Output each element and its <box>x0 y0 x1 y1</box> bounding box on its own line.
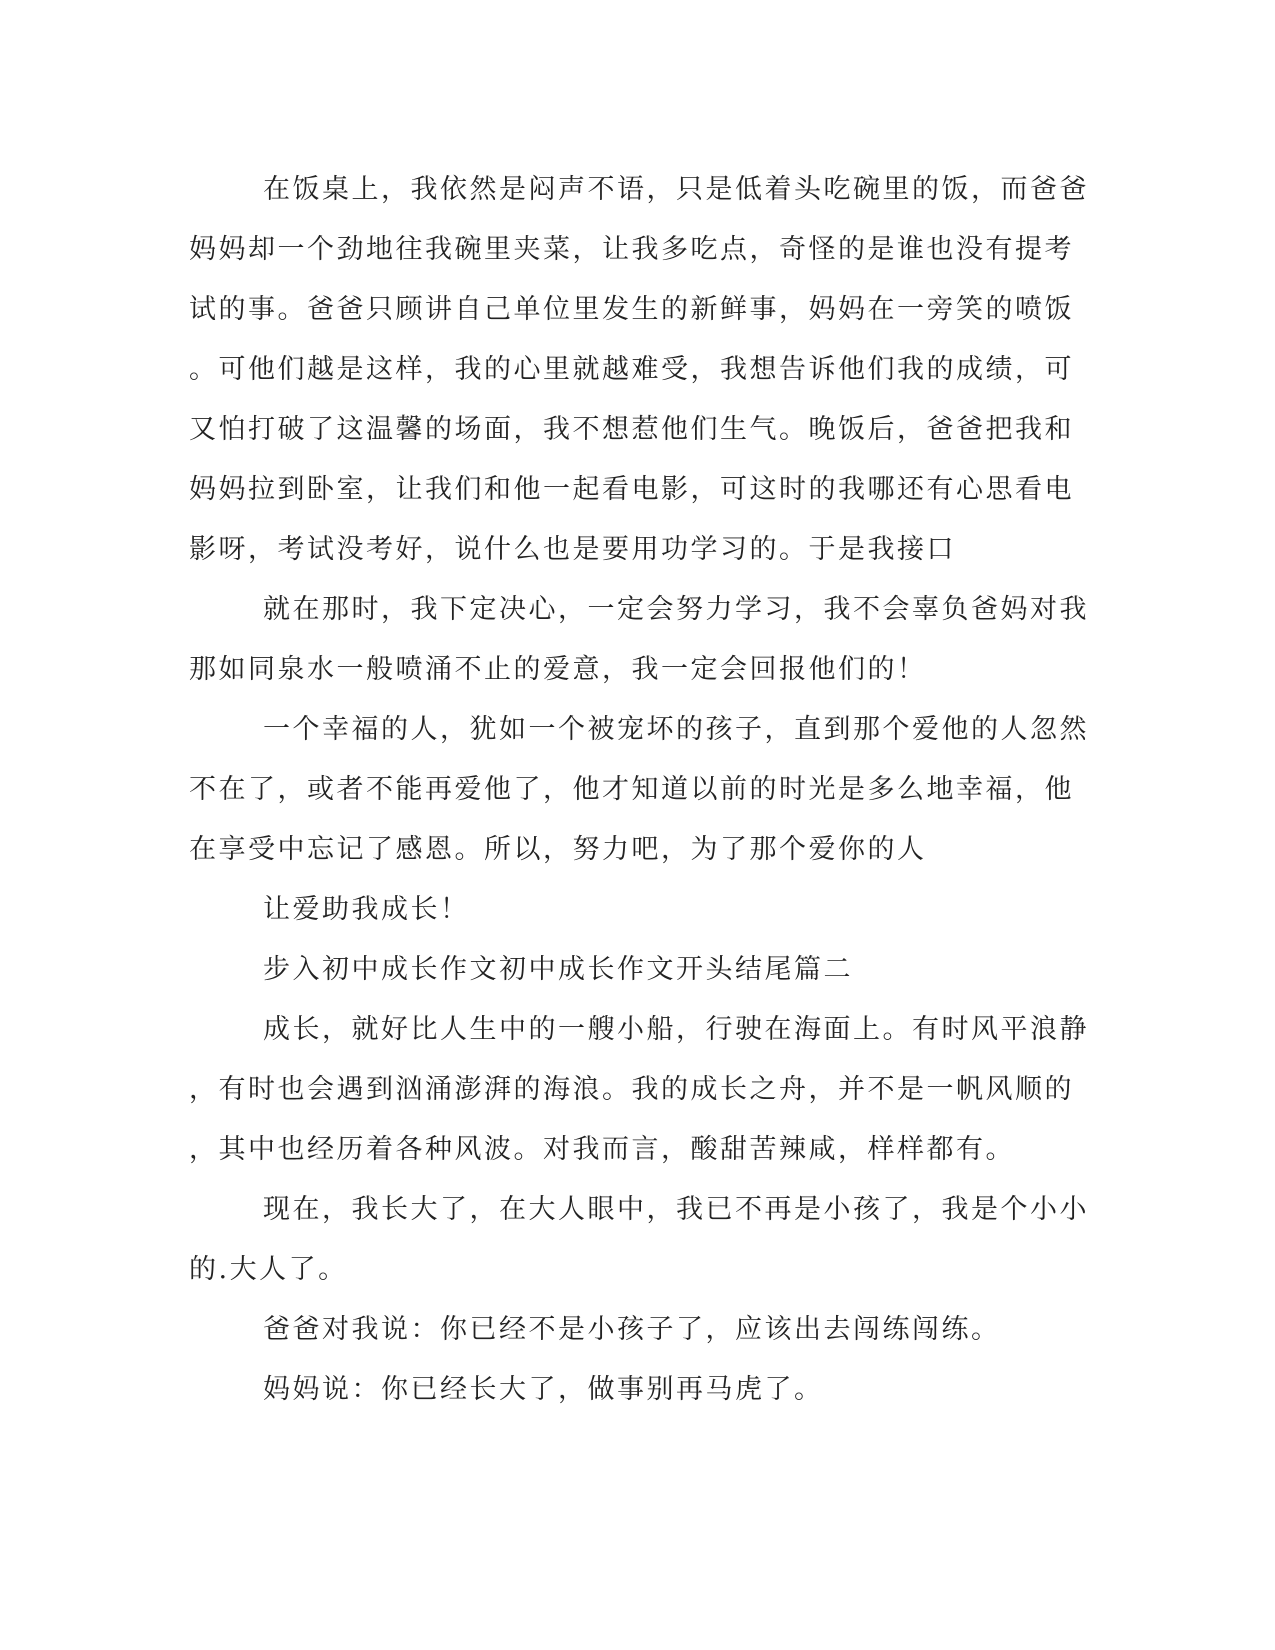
text-line: 成长，就好比人生中的一艘小船，行驶在海面上。有时风平浪静 <box>263 1014 1089 1045</box>
text-line: 那如同泉水一般喷涌不止的爱意，我一定会回报他们的！ <box>189 654 927 685</box>
paragraph <box>189 1180 1089 1300</box>
text-line: 步入初中成长作文初中成长作文开头结尾篇二 <box>263 954 853 985</box>
text-line: 一个幸福的人，犹如一个被宠坏的孩子，直到那个爱他的人忽然 <box>263 714 1089 745</box>
text-line: 试的事。爸爸只顾讲自己单位里发生的新鲜事，妈妈在一旁笑的喷饭 <box>189 294 1074 325</box>
text-line: 在享受中忘记了感恩。所以，努力吧，为了那个爱你的人 <box>189 834 927 865</box>
text-line: 现在，我长大了，在大人眼中，我已不再是小孩了，我是个小小 <box>263 1194 1089 1225</box>
paragraph <box>189 580 1089 700</box>
text-line: 妈妈却一个劲地往我碗里夹菜，让我多吃点，奇怪的是谁也没有提考 <box>189 234 1074 265</box>
paragraph <box>189 1300 1089 1360</box>
text-line: 又怕打破了这温馨的场面，我不想惹他们生气。晚饭后，爸爸把我和 <box>189 414 1074 445</box>
text-line: ，其中也经历着各种风波。对我而言，酸甜苦辣咸，样样都有。 <box>189 1134 1015 1165</box>
text-line: 就在那时，我下定决心，一定会努力学习，我不会辜负爸妈对我 <box>263 594 1089 625</box>
text-line: 让爱助我成长！ <box>263 894 470 925</box>
paragraph <box>189 1360 1089 1420</box>
paragraph <box>189 1000 1089 1180</box>
text-line: 。可他们越是这样，我的心里就越难受，我想告诉他们我的成绩，可 <box>189 354 1074 385</box>
text-line: ，有时也会遇到汹涌澎湃的海浪。我的成长之舟，并不是一帆风顺的 <box>189 1074 1074 1105</box>
paragraph <box>189 160 1089 580</box>
text-line: 的.大人了。 <box>189 1254 348 1285</box>
paragraph <box>189 880 1089 940</box>
text-line: 不在了，或者不能再爱他了，他才知道以前的时光是多么地幸福，他 <box>189 774 1074 805</box>
document-body <box>189 160 1089 1420</box>
text-line: 爸爸对我说：你已经不是小孩子了，应该出去闯练闯练。 <box>263 1314 1001 1345</box>
text-line: 影呀，考试没考好，说什么也是要用功学习的。于是我接口 <box>189 534 956 565</box>
text-line: 妈妈说：你已经长大了，做事别再马虎了。 <box>263 1374 824 1405</box>
text-line: 妈妈拉到卧室，让我们和他一起看电影，可这时的我哪还有心思看电 <box>189 474 1074 505</box>
section-heading <box>189 940 1089 1000</box>
paragraph <box>189 700 1089 880</box>
text-line: 在饭桌上，我依然是闷声不语，只是低着头吃碗里的饭，而爸爸 <box>263 174 1089 205</box>
